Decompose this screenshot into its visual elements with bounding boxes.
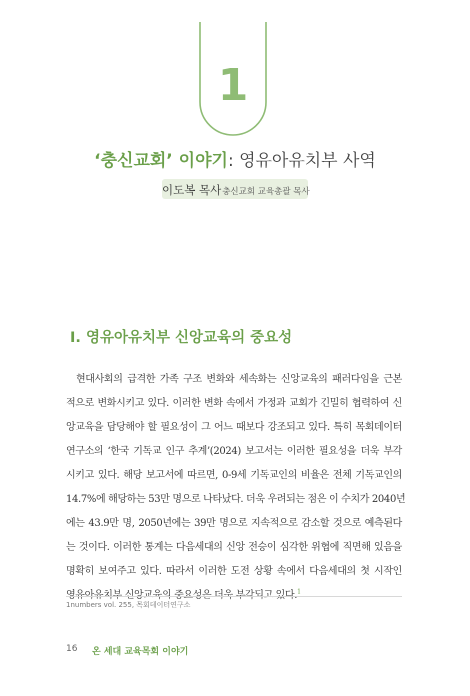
body-line: 시키고 있다. 해당 보고서에 따르면, 0-9세 기독교인의 비율은 전체 기독교인의 — [66, 470, 402, 481]
chapter-title-highlight: ‘충신교회’ 이야기 — [94, 151, 228, 171]
body-line: 연구소의 ‘한국 기독교 인구 추계’(2024) 보고서는 이러한 필요성을 더욱 부각 — [66, 446, 402, 457]
author-org: 충신교회 교육총괄 목사 — [222, 187, 310, 197]
body-line-last-text: 영유아유치부 신앙교육의 중요성은 더욱 부각되고 있다. — [66, 590, 298, 601]
footnote: 1numbers vol. 255, 목회데이터연구소 — [66, 601, 191, 609]
footnote-marker[interactable]: 1 — [297, 588, 301, 596]
body-line: 명확히 보여주고 있다. 따라서 이러한 도전 상황 속에서 다음세대의 첫 시작인 — [66, 566, 402, 577]
footnote-divider — [66, 596, 402, 597]
page-number: 16 — [66, 644, 78, 654]
chapter-badge — [197, 22, 269, 138]
body-line: 현대사회의 급격한 가족 구조 변화와 세속화는 신앙교육의 패러다임을 근본 — [76, 374, 402, 385]
running-title: 온 세대 교육목회 이야기 — [92, 647, 189, 657]
chapter-title — [0, 146, 470, 171]
chapter-title-rest: : 영유아유치부 사역 — [227, 151, 376, 171]
chapter-number: 1 — [217, 60, 249, 111]
body-line: 14.7%에 해당하는 53만 명으로 나타났다. 더욱 우려되는 점은 이 수치가 2040년 — [66, 494, 406, 505]
section-heading: Ⅰ. 영유아유치부 신앙교육의 중요성 — [70, 330, 293, 346]
body-line: 에는 43.9만 명, 2050년에는 39만 명으로 지속적으로 감소할 것으로 예측된다 — [66, 518, 402, 529]
body-paragraph — [66, 368, 406, 608]
body-line: 앙교육을 담당해야 할 필요성이 그 어느 때보다 강조되고 있다. 특히 목회데이터 — [66, 422, 402, 433]
author-name: 이도복 목사 — [162, 183, 222, 197]
body-line: 적으로 변화시키고 있다. 이러한 변화 속에서 가정과 교회가 긴밀히 협력하여 신 — [66, 398, 402, 409]
body-line: 는 것이다. 이러한 통계는 다음세대의 신앙 전승이 심각한 위협에 직면해 있음을 — [66, 542, 402, 553]
author-box — [162, 179, 308, 199]
